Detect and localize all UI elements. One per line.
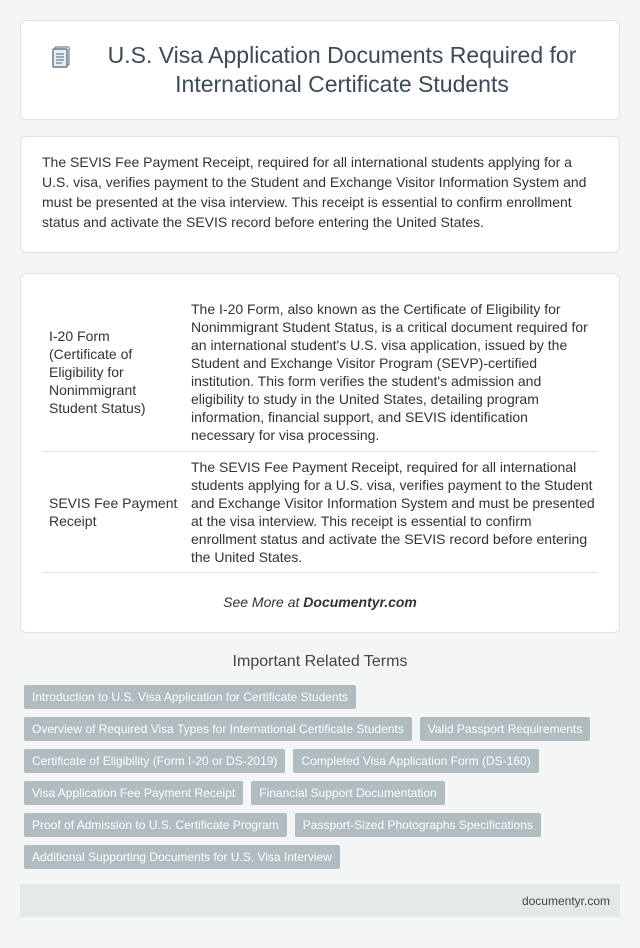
- document-name: SEVIS Fee Payment Receipt: [49, 495, 178, 529]
- related-term-tag[interactable]: Introduction to U.S. Visa Application for Certificate Students: [24, 685, 356, 709]
- related-term-tag[interactable]: Financial Support Documentation: [251, 781, 444, 805]
- related-term-tag[interactable]: Overview of Required Visa Types for International Certificate Students: [24, 717, 412, 741]
- related-term-tag[interactable]: Completed Visa Application Form (DS-160): [293, 749, 538, 773]
- tag-row: [24, 781, 604, 805]
- related-term-tag[interactable]: Passport-Sized Photographs Specifications: [295, 813, 541, 837]
- see-more-link[interactable]: [21, 594, 619, 610]
- related-term-tag[interactable]: Visa Application Fee Payment Receipt: [24, 781, 243, 805]
- footer-site-link[interactable]: documentyr.com: [521, 893, 610, 908]
- related-term-tag[interactable]: Additional Supporting Documents for U.S. Visa Interview: [24, 845, 340, 869]
- title-card: [20, 20, 620, 120]
- footer: [20, 884, 620, 917]
- see-more-site: Documentyr.com: [303, 594, 417, 610]
- title-wrap: [21, 21, 619, 119]
- document-description: The I-20 Form, also known as the Certificate of Eligibility for Nonimmigrant Student Status, is a critical document required for an international student's U.S. visa application, issued by the Student and Exchange Visitor Program (SEVP)-certified institution. This form verifies the student's admission and eligibility to study in the United States, detailing program information, financial support, and SEVIS identification necessary for visa processing.: [191, 301, 588, 443]
- tag-row: [24, 717, 604, 741]
- page-title: U.S. Visa Application Documents Required for International Certificate Students: [107, 42, 577, 97]
- tag-row: [24, 845, 604, 869]
- related-term-tag[interactable]: Valid Passport Requirements: [420, 717, 591, 741]
- related-term-tag[interactable]: Proof of Admission to U.S. Certificate Program: [24, 813, 287, 837]
- table-row: [43, 452, 597, 573]
- tag-row: [24, 685, 604, 709]
- document-name: I-20 Form (Certificate of Eligibility for Nonimmigrant Student Status): [49, 328, 146, 416]
- related-terms-list: [24, 685, 604, 877]
- tag-row: [24, 749, 604, 773]
- documents-table: [43, 293, 597, 573]
- tag-row: [24, 813, 604, 837]
- document-description: The SEVIS Fee Payment Receipt, required for all international students applying for a U.S. visa, verifies payment to the Student and Exchange Visitor Information System and must be presented at the visa interview. This receipt is essential to confirm enrollment status and activate the SEVIS record before entering the United States.: [191, 459, 595, 565]
- table-row: [43, 293, 597, 452]
- summary-text: The SEVIS Fee Payment Receipt, required for all international students applying for a U.S. visa, verifies payment to the Student and Exchange Visitor Information System and must be presented at the visa interview. This receipt is essential to confirm enrollment status and activate the SEVIS record before entering the United States.: [42, 154, 587, 230]
- related-term-tag[interactable]: Certificate of Eligibility (Form I-20 or DS-2019): [24, 749, 285, 773]
- see-more-prefix: See More at: [223, 594, 304, 610]
- related-terms-heading: Important Related Terms: [232, 653, 408, 670]
- documents-card: [20, 273, 620, 633]
- document-icon: [51, 45, 73, 69]
- summary-card: [20, 136, 620, 253]
